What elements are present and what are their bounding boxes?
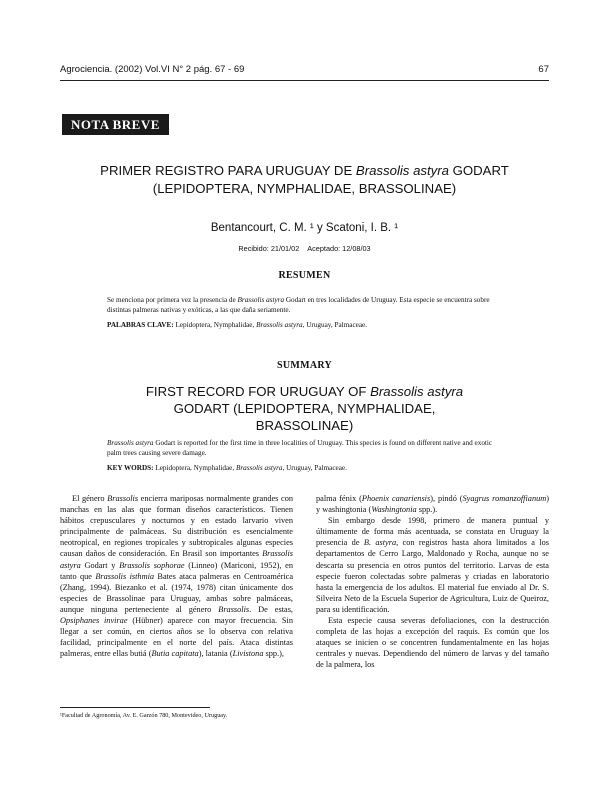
resumen-abstract bbox=[107, 295, 507, 330]
page-number: 67 bbox=[538, 64, 549, 75]
article-title-es bbox=[60, 162, 549, 198]
resumen-heading: RESUMEN bbox=[278, 270, 331, 281]
dates bbox=[60, 244, 549, 253]
title-en-line1: FIRST RECORD FOR URUGUAY OF Brassolis astyra bbox=[145, 384, 464, 399]
body-column-left bbox=[60, 493, 293, 659]
title-en-line3: BRASSOLINAE) bbox=[255, 418, 354, 433]
body-paragraph: Sin embargo desde 1998, primero de manera puntual y últimamente de forma más acentuada, se constata en Uruguay la presencia de B. astyra, con registros hasta ahora limitados a los departamentos de Cerro Largo, Maldonado y Rocha, aunque no se descarta su presencia en otros puntos del territorio. Larvas de esta especie fueron colectadas sobre palmeras y criadas en laboratorio hasta la emergencia de los adultos. El material fue enviado al Dr. S. Silveira Neto de la Escuela Superior de Agricultura, Luiz de Queiroz, para su identificación. bbox=[316, 516, 549, 614]
title-es-line2: (LEPIDOPTERA, NYMPHALIDAE, BRASSOLINAE) bbox=[152, 181, 457, 196]
footnote: ¹Facultad de Agronomía, Av. E. Garzón 780, Montevideo, Uruguay. bbox=[60, 712, 228, 719]
body-paragraph: Esta especie causa severas defoliaciones, con la destrucción completa de las hojas a excepción del raquis. Es común que los ataques se inicien o se concentren fundamentalmente en las hojas centrales y nuevas. Dependiendo del número de larvas y del tamaño de la palmera, los bbox=[316, 616, 549, 670]
title-es-line1: PRIMER REGISTRO PARA URUGUAY DE Brassolis astyra GODART bbox=[100, 163, 509, 178]
authors: Bentancourt, C. M. ¹ y Scatoni, I. B. ¹ bbox=[210, 222, 399, 234]
header-rule bbox=[60, 80, 549, 81]
nota-breve-badge: NOTA BREVE bbox=[62, 114, 169, 135]
summary-text: Brassolis astyra Godart is reported for the first time in three localities of Uruguay. This species is found on different native and exotic palm trees causing severe damage. bbox=[107, 439, 493, 458]
summary-heading: SUMMARY bbox=[276, 360, 333, 371]
title-en-line2: GODART (LEPIDOPTERA, NYMPHALIDAE, bbox=[173, 401, 436, 416]
summary-keywords: KEY WORDS: Lepidoptera, Nymphalidae, Brassolis astyra, Uruguay, Palmaceae. bbox=[107, 463, 347, 472]
article-title-en bbox=[60, 383, 549, 434]
accepted-date: Aceptado: 12/08/03 bbox=[307, 244, 371, 253]
summary-abstract bbox=[107, 438, 507, 473]
body-paragraph: palma fénix (Phoenix canariensis), pindó (Syagrus romanzoffianum) y washingtonia (Washingtonia spp.). bbox=[316, 494, 549, 515]
body-paragraph: El género Brassolis encierra mariposas normalmente grandes con manchas en las alas que forman diseños característicos. Tienen hábitos crepusculares y nocturnos y en estado larvario viven principalmente de palmáceas. Su distribución es esencialmente neotropical, en regiones tropicales y subtropicales algunas especies causan daños de consideración. En Brasil son importantes Brassolis astyra Godart y Brassolis sophorae (Linneo) (Mariconi, 1952), en tanto que Brassolis isthmia Bates ataca palmeras en Centroamérica (Zhang, 1994). Biezanko et al. (1974, 1978) citan únicamente dos especies de Brassolinae para Uruguay, ambas sobre palmáceas, aunque ninguna perteneciente al género Brassolis. De estas, Opsiphanes invirae (Hübner) aparece con mayor frecuencia. Sin llegar a ser común, en ciertos años se lo observa con relativa facilidad, principalmente en el norte del país. Ataca distintas palmeras, entre ellas butiá (Butia capitata), latania (Livistona spp.), bbox=[60, 494, 293, 659]
body-column-right bbox=[316, 493, 549, 671]
journal-citation: Agrociencia. (2002) Vol.VI N° 2 pág. 67 - 69 bbox=[60, 64, 245, 75]
resumen-text: Se menciona por primera vez la presencia de Brassolis astyra Godart en tres localidades de Uruguay. Esta especie se encuentra sobre distintas palmeras nativas y exóticas, a las que daña seriamente. bbox=[107, 296, 490, 315]
received-date: Recibido: 21/01/02 bbox=[238, 244, 300, 253]
footnote-rule bbox=[60, 707, 210, 708]
resumen-keywords: PALABRAS CLAVE: Lepidoptera, Nymphalidae, Brassolis astyra, Uruguay, Palmaceae. bbox=[107, 320, 368, 329]
running-header bbox=[60, 64, 549, 78]
